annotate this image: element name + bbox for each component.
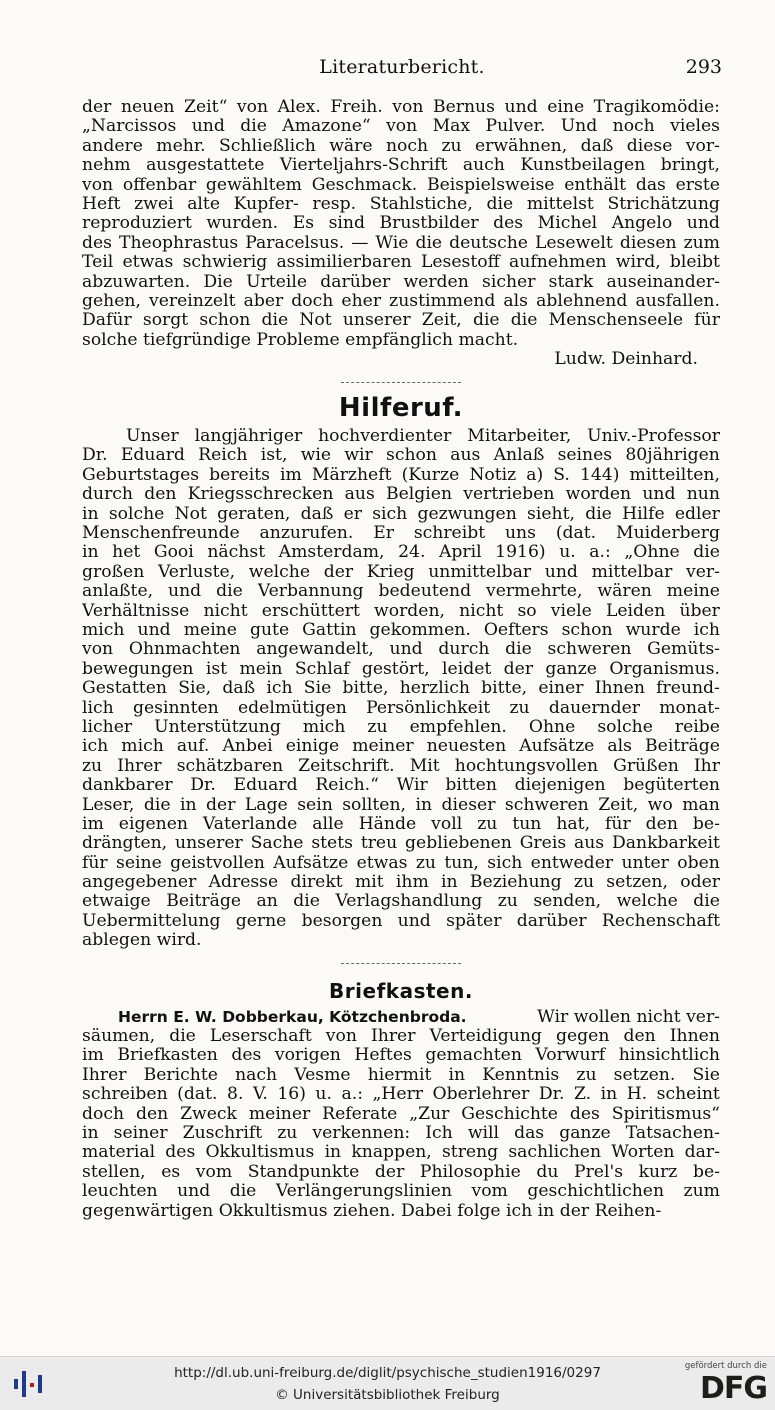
text-line: schreiben (dat. 8. V. 16) u. a.: „Herr Oberlehrer Dr. Z. in H. scheint: [82, 1085, 720, 1105]
running-title: Literaturbericht.: [319, 56, 485, 78]
text-line: Ihrer Berichte nach Vesme hiermit in Kenntnis zu setzen. Sie: [82, 1065, 720, 1085]
text-line: Verhältnisse nicht erschüttert worden, nicht so viele Leiden über: [82, 601, 720, 621]
text-line: zu Ihrer schätzbaren Zeitschrift. Mit hochtungsvollen Grüßen Ihr: [82, 756, 720, 776]
article-literature-review: [82, 98, 720, 350]
text-line: im eigenen Vaterlande alle Hände voll zu tun hat, für den be-: [82, 814, 720, 834]
section-title-hilferuf: Hilferuf.: [338, 393, 464, 424]
text-line: mich und meine gute Gattin gekommen. Oefters schon wurde ich: [82, 620, 720, 640]
page-header: [82, 56, 722, 84]
text-line: abzuwarten. Die Urteile darüber werden sicher stark auseinander-: [82, 272, 720, 292]
text-line: säumen, die Leserschaft von Ihrer Verteidigung gegen den Ihnen: [82, 1027, 720, 1047]
text-line: in het Gooi nächst Amsterdam, 24. April 1916) u. a.: „Ohne die: [82, 543, 720, 563]
text-line: stellen, es vom Standpunkte der Philosophie du Prel's kurz be-: [82, 1162, 720, 1182]
page-number: 293: [685, 56, 722, 78]
text-line: von offenbar gewähltem Geschmack. Beispielsweise enthält das erste: [82, 175, 720, 195]
text-line: Gestatten Sie, daß ich Sie bitte, herzlich bitte, einer Ihnen freund-: [82, 679, 720, 699]
text-line: von Ohnmachten angewandelt, und durch die schweren Gemüts-: [82, 640, 720, 660]
author-signature: Ludw. Deinhard.: [554, 349, 698, 370]
text-line: ich mich auf. Anbei einige meiner neuesten Aufsätze als Beiträge: [82, 737, 720, 757]
text-line: gegenwärtigen Okkultismus ziehen. Dabei folge ich in der Reihen-: [82, 1201, 662, 1221]
copyright-notice: © Universitätsbibliothek Freiburg: [275, 1387, 500, 1403]
text-line: anlaßte, und die Verbannung bedeutend vermehrte, wären meine: [82, 582, 720, 602]
text-line: der neuen Zeit“ von Alex. Freih. von Bernus und eine Tragikomödie:: [82, 98, 720, 117]
text-line: großen Verluste, welche der Krieg unmittelbar und mittelbar ver-: [82, 562, 720, 582]
text-line: angegebener Adresse direkt mit ihm in Beziehung zu setzen, oder: [82, 873, 720, 893]
document-url[interactable]: http://dl.ub.uni-freiburg.de/diglit/psychische_studien1916/0297: [174, 1365, 601, 1381]
text-line: Leser, die in der Lage sein sollten, in dieser schweren Zeit, wo man: [82, 795, 720, 815]
section-divider: [341, 382, 461, 383]
text-line: reproduziert wurden. Es sind Brustbilder des Michel Angelo und: [82, 214, 720, 234]
text-line: doch den Zweck meiner Referate „Zur Geschichte des Spiritismus“: [82, 1104, 720, 1124]
sponsor-tagline: gefördert durch die: [684, 1361, 767, 1371]
text-line: material des Okkultismus in knappen, streng sachlichen Worten dar-: [82, 1143, 720, 1163]
text-line: Menschenfreunde anzurufen. Er schreibt uns (dat. Muiderberg: [82, 524, 720, 544]
article-briefkasten: [82, 1027, 720, 1221]
dfg-logo: DFG: [699, 1371, 767, 1406]
text-line: leuchten und die Verlängerungslinien vom geschichtlichen zum: [82, 1182, 720, 1202]
text-line: nehm ausgestattete Vierteljahrs-Schrift auch Kunstbeilagen bringt,: [82, 156, 720, 176]
text-line: in solche Not geraten, daß er sich gezwungen sieht, die Hilfe edler: [82, 504, 720, 524]
page-body: [82, 98, 720, 1221]
text-line: Uebermittelung gerne besorgen und später darüber Rechenschaft: [82, 911, 720, 931]
text-line: bewegungen ist mein Schlaf gestört, leidet der ganze Organismus.: [82, 659, 720, 679]
section-title-briefkasten: Briefkasten.: [329, 978, 473, 1003]
text-line: Teil etwas schwierig assimilierbaren Lesestoff aufnehmen wird, bleibt: [82, 253, 720, 273]
text-line: durch den Kriegsschrecken aus Belgien vertrieben worden und nun: [82, 485, 720, 505]
article-hilferuf: [82, 427, 720, 951]
text-line: drängten, unserer Sache stets treu gebliebenen Greis aus Dankbarkeit: [82, 834, 720, 854]
text-line: Heft zwei alte Kupfer- resp. Stahlstiche, die mittelst Strichätzung: [82, 194, 720, 214]
first-line-rest: Wir wollen nicht ver-: [537, 1007, 720, 1027]
text-line: Dafür sorgt schon die Not unserer Zeit, die die Menschenseele für: [82, 311, 720, 331]
text-line: Unser langjähriger hochverdienter Mitarbeiter, Univ.-Professor: [126, 427, 720, 447]
text-line: Geburtstages bereits im Märzheft (Kurze Notiz a) S. 144) mitteilten,: [82, 465, 720, 485]
text-line: des Theophrastus Paracelsus. — Wie die deutsche Lesewelt diesen zum: [82, 233, 720, 253]
text-line: in seiner Zuschrift zu verkennen: Ich will das ganze Tatsachen-: [82, 1123, 720, 1143]
text-line: lich gesinnten edelmütigen Persönlichkeit zu dauernder monat-: [82, 698, 720, 718]
viewer-footer: [0, 1356, 775, 1410]
text-line: etwaige Beiträge an die Verlagshandlung zu senden, welche die: [82, 892, 720, 912]
text-line: ablegen wird.: [82, 931, 202, 951]
text-line: solche tiefgründige Probleme empfänglich macht.: [82, 330, 519, 350]
text-line: für seine geistvollen Aufsätze etwas zu tun, sich entweder unter oben: [82, 853, 720, 873]
briefkasten-first-line: [82, 1008, 720, 1027]
text-line: dankbarer Dr. Eduard Reich.“ Wir bitten diejenigen begüterten: [82, 776, 720, 796]
text-line: andere mehr. Schließlich wäre noch zu erwähnen, daß diese vor-: [82, 136, 720, 156]
addressee: Herrn E. W. Dobberkau, Kötzchenbroda.: [118, 1007, 467, 1026]
section-divider: [341, 963, 461, 964]
text-line: Dr. Eduard Reich ist, wie wir schon aus Anlaß seines 80jährigen: [82, 446, 720, 466]
text-line: licher Unterstützung mich zu empfehlen. Ohne solche reibe: [82, 717, 720, 737]
text-line: gehen, vereinzelt aber doch eher zustimmend als ablehnend ausfallen.: [82, 291, 720, 311]
text-line: „Narcissos und die Amazone“ von Max Pulver. Und noch vieles: [82, 117, 720, 137]
text-line: im Briefkasten des vorigen Heftes gemachten Vorwurf hinsichtlich: [82, 1046, 720, 1066]
